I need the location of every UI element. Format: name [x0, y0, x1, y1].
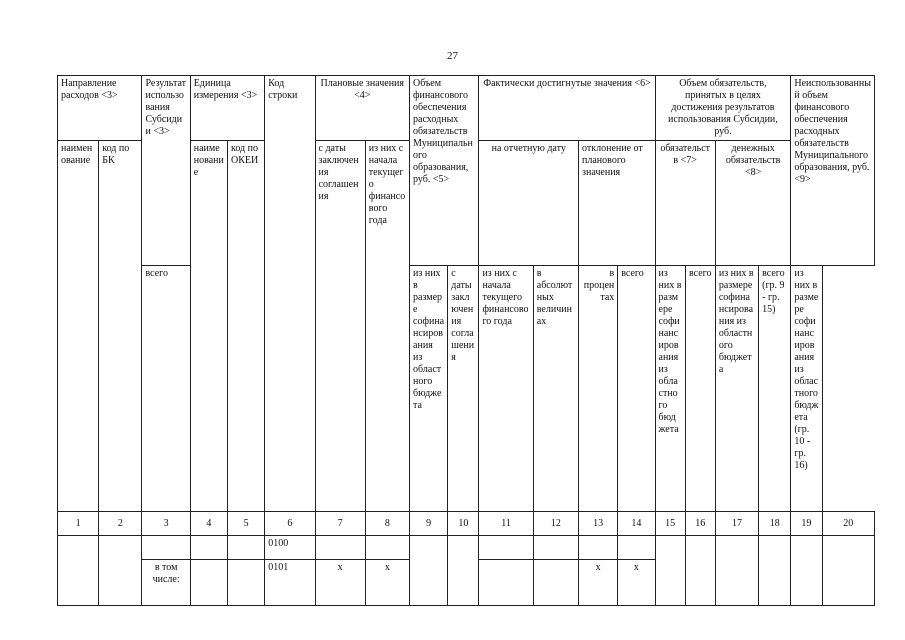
header-from-fy-start-2: из них с начала текущего финансового года [479, 266, 533, 512]
header-bk-code: код по БК [99, 141, 142, 512]
header-obligations: Объем обязательств, принятых в целях достижения результатов использования Субсидии, руб. [655, 76, 791, 141]
header-deviation: отклонение от планового значения [579, 141, 655, 266]
column-number: 12 [533, 512, 578, 536]
row1-name-cell [58, 536, 99, 606]
row1-cell [822, 536, 874, 606]
header-from-fy-start: из них с начала текущего финансового года [365, 141, 409, 512]
column-number: 2 [99, 512, 142, 536]
row1-cell [448, 536, 479, 606]
row1-bk-cell [99, 536, 142, 606]
row2-label: в том числе: [142, 560, 190, 606]
row1-cell [759, 536, 791, 606]
column-number: 11 [479, 512, 533, 536]
row1-cell [791, 536, 822, 606]
row1-cell [315, 536, 365, 560]
column-number: 8 [365, 512, 409, 536]
row2-cell [190, 560, 227, 606]
column-number: 7 [315, 512, 365, 536]
column-number: 17 [715, 512, 758, 536]
page-number: 27 [447, 50, 458, 62]
column-number: 19 [791, 512, 822, 536]
column-number: 4 [190, 512, 227, 536]
header-code: Код строки [265, 76, 315, 512]
row2-cell [479, 560, 533, 606]
header-unit: Единица измерения <3> [190, 76, 264, 141]
header-obligations-7: обязательств <7> [655, 141, 715, 266]
row2-x-mark: x [618, 560, 655, 606]
column-number: 5 [227, 512, 264, 536]
row2-x-mark: x [315, 560, 365, 606]
row1-cell [479, 536, 533, 560]
column-number: 14 [618, 512, 655, 536]
header-cofin-regional: из них в размере софинансирования из областного бюджета [410, 266, 448, 512]
header-cofin-regional-3: из них в размере софинансирования из областного бюджета [715, 266, 758, 512]
row1-cell [685, 536, 715, 606]
row1-result-cell [142, 536, 190, 560]
row2-x-mark: x [579, 560, 618, 606]
header-total-2: всего [618, 266, 655, 512]
header-unused-cofin: из них в размере софинансирования из областного бюджета (гр. 10 - гр. 16) [791, 266, 822, 512]
row1-okei-cell [227, 536, 264, 560]
header-actual: Фактически достигнутые значения <6> [479, 76, 655, 141]
row1-code-cell: 0100 [265, 536, 315, 560]
row1-cell [655, 536, 685, 606]
header-name: наименование [58, 141, 99, 512]
header-from-agreement: с даты заключения соглашения [315, 141, 365, 512]
header-direction: Направление расходов <3> [58, 76, 142, 141]
column-number: 10 [448, 512, 479, 536]
row1-cell [533, 536, 578, 560]
column-number: 20 [822, 512, 874, 536]
column-number: 9 [410, 512, 448, 536]
row2-x-mark: x [365, 560, 409, 606]
header-volume-financial: Объем финансового обеспечения расходных обязательств Муниципального образования, руб. <5> [410, 76, 479, 266]
column-number: 18 [759, 512, 791, 536]
row1-cell [579, 536, 618, 560]
column-number: 3 [142, 512, 190, 536]
header-unit-name: наименование [190, 141, 227, 512]
row2-cell [533, 560, 578, 606]
row1-cell [365, 536, 409, 560]
header-total-3: всего [685, 266, 715, 512]
header-planned: Плановые значения <4> [315, 76, 410, 141]
header-monetary-8: денежных обязательств <8> [715, 141, 790, 266]
column-number: 1 [58, 512, 99, 536]
header-total-unused: всего (гр. 9 - гр. 15) [759, 266, 791, 512]
row1-cell [410, 536, 448, 606]
header-from-agreement-2: с даты заключения соглашения [448, 266, 479, 512]
column-number: 13 [579, 512, 618, 536]
row1-cell [618, 536, 655, 560]
header-absolute: в абсолютных величинах [533, 266, 578, 512]
header-unused: Неиспользованный объем финансового обеспечения расходных обязательств Муниципального образования, руб. <9> [791, 76, 875, 266]
header-okei-code: код по ОКЕИ [227, 141, 264, 512]
report-table [57, 75, 875, 606]
column-number: 16 [685, 512, 715, 536]
column-number: 6 [265, 512, 315, 536]
header-percent: в процентах [579, 266, 618, 512]
header-cofin-regional-2: из них в размере софинансирования из областного бюджета [655, 266, 685, 512]
row2-cell [227, 560, 264, 606]
row1-cell [715, 536, 758, 606]
column-number: 15 [655, 512, 685, 536]
header-result: Результат использования Субсидии <3> [142, 76, 190, 266]
row1-unit-name-cell [190, 536, 227, 560]
header-on-report-date: на отчетную дату [479, 141, 579, 266]
row2-code-cell: 0101 [265, 560, 315, 606]
header-total: всего [142, 266, 190, 512]
